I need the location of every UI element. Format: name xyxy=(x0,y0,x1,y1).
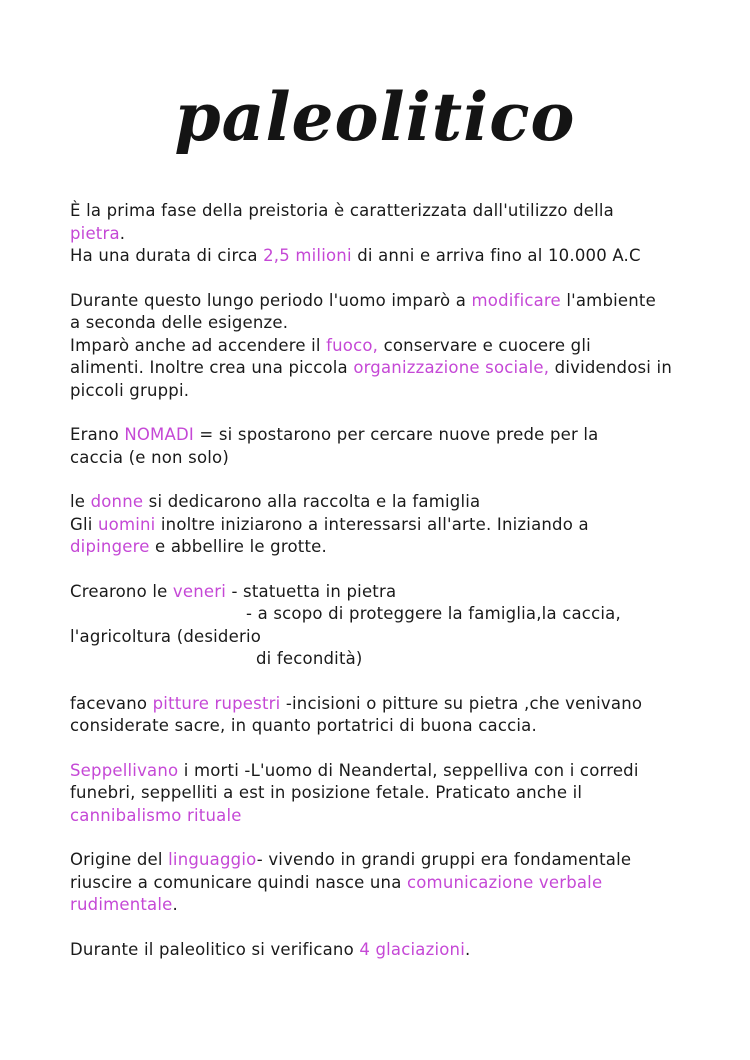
text-segment: - statuetta in pietra xyxy=(226,581,397,601)
text-segment: l'agricoltura (desiderio xyxy=(70,626,262,646)
text-line xyxy=(70,760,685,783)
text-line xyxy=(70,223,685,246)
text-segment: l'ambiente xyxy=(560,290,656,310)
text-line xyxy=(70,335,685,358)
text-line xyxy=(70,872,685,895)
text-line xyxy=(70,715,685,738)
paragraph xyxy=(70,491,685,559)
text-segment: alimenti. Inoltre crea una piccola xyxy=(70,358,354,377)
text-segment: Durante questo lungo periodo l'uomo imparò a xyxy=(70,290,472,310)
text-line xyxy=(70,894,685,917)
text-line xyxy=(70,290,685,313)
text-line xyxy=(70,245,685,268)
text-line xyxy=(70,805,685,828)
text-line xyxy=(70,447,685,470)
text-segment: riuscire a comunicare quindi nasce una xyxy=(70,872,407,892)
text-line xyxy=(70,312,685,335)
text-segment: Durante il paleolitico si verificano xyxy=(70,939,360,959)
text-segment: inoltre iniziarono a interessarsi all'arte. Iniziando a xyxy=(155,514,589,534)
highlighted-term: dipingere xyxy=(70,537,150,556)
text-line xyxy=(70,200,685,223)
text-line xyxy=(70,357,685,380)
text-line xyxy=(70,939,685,962)
paragraph xyxy=(70,760,685,828)
text-segment: Ha una durata di circa xyxy=(70,246,264,265)
highlighted-term: modificare xyxy=(471,290,561,310)
text-line xyxy=(70,603,685,626)
highlighted-term: linguaggio xyxy=(168,850,257,869)
paragraph xyxy=(70,581,685,671)
text-segment: È la prima fase della preistoria è caratterizzata dall'utilizzo della xyxy=(70,201,614,220)
text-segment: facevano xyxy=(70,693,153,713)
text-segment: piccoli gruppi. xyxy=(70,380,190,400)
highlighted-term: cannibalismo rituale xyxy=(70,805,242,825)
text-segment: Gli xyxy=(70,514,98,534)
text-segment: Erano xyxy=(70,425,125,444)
text-line xyxy=(70,581,685,604)
text-segment: Origine del xyxy=(70,850,169,869)
highlighted-term: Seppellivano xyxy=(70,760,179,780)
highlighted-term: 4 glaciazioni xyxy=(359,939,465,959)
highlighted-term: comunicazione verbale xyxy=(406,872,603,892)
text-segment: Crearono le xyxy=(70,581,173,601)
text-line xyxy=(70,424,685,447)
highlighted-term: veneri xyxy=(172,581,226,601)
highlighted-term: 2,5 milioni xyxy=(263,246,352,265)
paragraph xyxy=(70,849,685,917)
text-segment: . xyxy=(465,939,471,959)
text-segment: - a scopo di proteggere la famiglia,la caccia, xyxy=(246,604,621,623)
text-segment: considerate sacre, in quanto portatrici di buona caccia. xyxy=(70,716,537,735)
text-line xyxy=(70,782,685,805)
highlighted-term: NOMADI xyxy=(124,425,194,444)
text-segment: . xyxy=(119,223,126,243)
text-segment: e abbellire le grotte. xyxy=(149,537,327,556)
text-line xyxy=(70,514,685,537)
highlighted-term: rudimentale xyxy=(70,895,173,914)
text-line xyxy=(70,491,685,514)
text-line xyxy=(70,536,685,559)
text-line xyxy=(70,693,685,716)
highlighted-term: organizzazione sociale, xyxy=(353,358,550,377)
text-segment: a seconda delle esigenze. xyxy=(70,313,289,332)
highlighted-term: pietra xyxy=(70,223,120,243)
text-segment: le xyxy=(70,492,91,511)
text-segment: dividendosi in xyxy=(549,358,672,377)
text-line xyxy=(70,648,685,671)
text-segment: si dedicarono alla raccolta e la famiglia xyxy=(143,492,481,511)
highlighted-term: donne xyxy=(90,492,144,511)
highlighted-term: fuoco, xyxy=(326,335,379,355)
paragraph xyxy=(70,200,685,268)
text-segment: - vivendo in grandi gruppi era fondamentale xyxy=(256,850,632,869)
notes-body xyxy=(70,200,685,983)
text-segment: = si spostarono per cercare nuove prede per la xyxy=(193,425,599,444)
paragraph xyxy=(70,939,685,962)
text-segment: caccia (e non solo) xyxy=(70,447,229,467)
highlighted-term: pitture rupestri xyxy=(152,693,281,713)
text-line xyxy=(70,849,685,872)
text-line xyxy=(70,626,685,649)
text-segment: conservare e cuocere gli xyxy=(378,335,591,355)
text-segment: di fecondità) xyxy=(256,649,363,668)
text-segment: di anni e arriva fino al 10.000 A.C xyxy=(351,246,641,265)
text-segment: -incisioni o pitture su pietra ,che venivano xyxy=(280,693,643,713)
text-segment: i morti -L'uomo di Neandertal, seppelliva con i corredi xyxy=(178,760,639,780)
text-segment: funebri, seppelliti a est in posizione fetale. Praticato anche il xyxy=(70,783,583,802)
text-line xyxy=(70,380,685,403)
page-title: paleolitico xyxy=(174,78,576,156)
paragraph xyxy=(70,424,685,469)
text-segment: . xyxy=(172,895,178,914)
text-segment: Imparò anche ad accendere il xyxy=(70,335,327,355)
paragraph xyxy=(70,290,685,403)
highlighted-term: uomini xyxy=(98,514,156,534)
paragraph xyxy=(70,693,685,738)
